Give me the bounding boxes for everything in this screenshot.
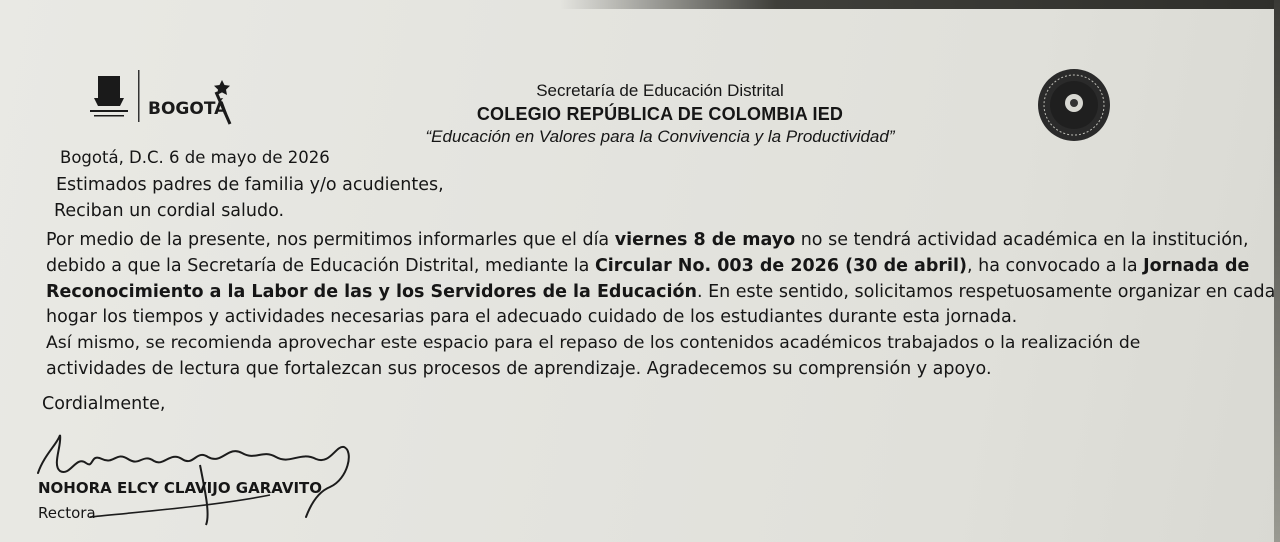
highlight-date: viernes 8 de mayo <box>614 230 796 250</box>
photo-edge-top <box>560 0 1280 9</box>
salutation: Estimados padres de familia y/o acudientes, <box>56 175 444 195</box>
highlight-circular: Circular No. 003 de 2026 (30 de abril) <box>594 255 968 276</box>
paragraph-line: actividades de lectura que fortalezcan sus procesos de aprendizaje. Agradecemos su comprensión y apoyo. <box>46 358 992 379</box>
letter-date: Bogotá, D.C. 6 de mayo de 2026 <box>60 148 330 167</box>
text: . En este sentido, solicitamos respetuosamente organizar en cada <box>696 281 1276 302</box>
paragraph-line: Así mismo, se recomienda aprovechar este espacio para el repaso de los contenidos académicos trabajados o la realización de <box>46 333 1141 353</box>
highlight-jornada: Jornada de <box>1143 255 1250 276</box>
paragraph-main <box>46 228 1276 331</box>
paragraph-line <box>46 254 1250 280</box>
text: Por medio de la presente, nos permitimos informarles que el día <box>46 230 615 250</box>
text: no se tendrá actividad académica en la institución, <box>795 230 1249 250</box>
header-school-name: COLEGIO REPÚBLICA DE COLOMBIA IED <box>476 104 844 124</box>
photo-edge-right <box>1274 0 1280 542</box>
logo-wordmark: BOGOTÁ <box>148 99 228 119</box>
bogota-logo <box>86 70 246 128</box>
paragraph-line <box>46 280 1276 306</box>
closing: Cordialmente, <box>42 394 166 414</box>
header-secretaria: Secretaría de Educación Distrital <box>536 81 784 100</box>
text: , ha convocado a la <box>967 255 1144 276</box>
text: debido a que la Secretaría de Educación Distrital, mediante la <box>46 255 595 276</box>
text-run <box>46 228 1249 254</box>
school-seal <box>1036 67 1112 143</box>
signer-role: Rectora <box>38 504 96 522</box>
greeting: Reciban un cordial saludo. <box>54 201 285 221</box>
paragraph-recommendation <box>46 331 1236 383</box>
highlight-jornada-name: Reconocimiento a la Labor de las y los Servidores de la Educación <box>46 281 697 302</box>
header-motto: “Educación en Valores para la Convivencia y la Productividad” <box>425 127 895 146</box>
signer-name: NOHORA ELCY CLAVIJO GARAVITO <box>38 479 323 497</box>
paragraph-line: hogar los tiempos y actividades necesarias para el adecuado cuidado de los estudiantes durante esta jornada. <box>46 307 1018 328</box>
paragraph-line <box>46 228 1249 254</box>
